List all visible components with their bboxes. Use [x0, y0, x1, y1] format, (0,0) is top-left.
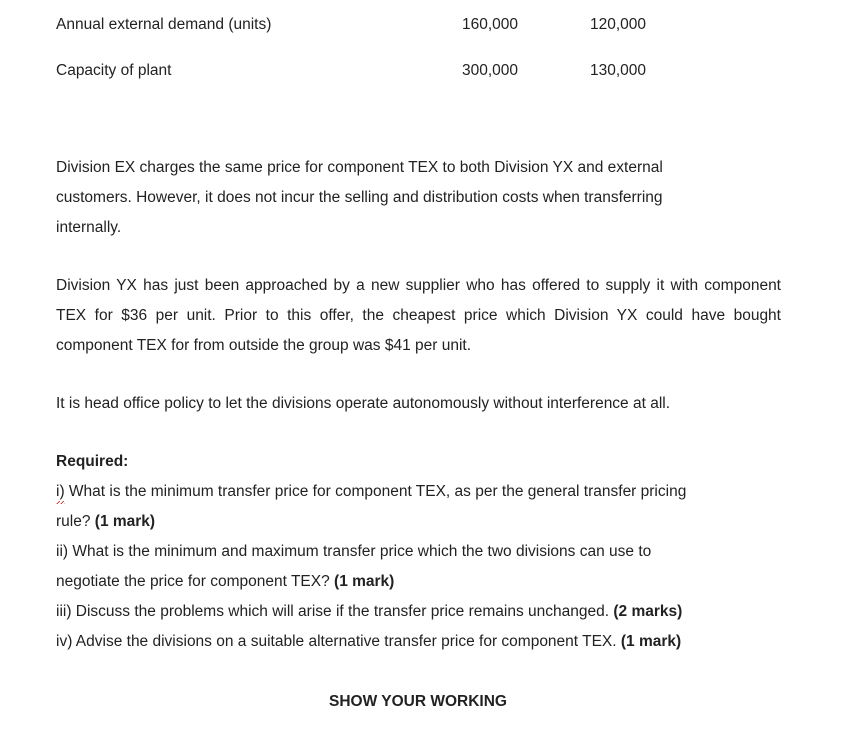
question-2-continuation — [56, 573, 394, 591]
cell-yx-capacity: 130,000 — [589, 62, 647, 79]
question-4-marks: (1 mark) — [620, 633, 682, 650]
cell-ex-annual-demand: 160,000 — [461, 16, 519, 33]
question-1-continuation — [56, 513, 155, 531]
question-4 — [56, 633, 681, 651]
question-3-text: iii) Discuss the problems which will arise if the transfer price remains unchanged. — [56, 603, 614, 620]
row-label-annual-demand: Annual external demand (units) — [56, 16, 272, 33]
cell-ex-capacity: 300,000 — [461, 62, 519, 79]
question-1 — [56, 483, 686, 501]
question-2 — [56, 543, 651, 561]
cell-yx-annual-demand: 120,000 — [589, 16, 647, 33]
question-3-marks: (2 marks) — [613, 603, 683, 620]
show-your-working-label: SHOW YOUR WORKING — [329, 693, 507, 710]
question-2-text: ii) What is the minimum and maximum transfer price which the two divisions can use to — [56, 543, 652, 560]
question-1-text: What is the minimum transfer price for component TEX, as per the general transfer pricing — [64, 483, 687, 500]
row-label-capacity: Capacity of plant — [56, 62, 172, 79]
question-1-number: i) — [56, 483, 65, 500]
question-2-cont-text: negotiate the price for component TEX? — [56, 573, 335, 590]
paragraph-new-supplier: Division YX has just been approached by a new supplier who has offered to supply it with component TEX for $36 per unit. Prior to this offer, the cheapest price which Division YX could have bought component TEX for from outside the group was $41 per unit. — [56, 277, 781, 354]
question-2-marks: (1 mark) — [334, 573, 395, 590]
question-4-text: iv) Advise the divisions on a suitable alternative transfer price for component TEX. — [56, 633, 621, 650]
question-1-marks: (1 mark) — [94, 513, 156, 530]
question-1-cont-text: rule? — [56, 513, 95, 530]
required-heading: Required: — [56, 453, 129, 470]
paragraph-transfer-pricing: Division EX charges the same price for component TEX to both Division YX and external customers. However, it does not incur the selling and distribution costs when transferring internally. — [56, 159, 663, 236]
question-3 — [56, 603, 682, 621]
paragraph-head-office-policy: It is head office policy to let the divisions operate autonomously without interference at all. — [56, 395, 671, 412]
